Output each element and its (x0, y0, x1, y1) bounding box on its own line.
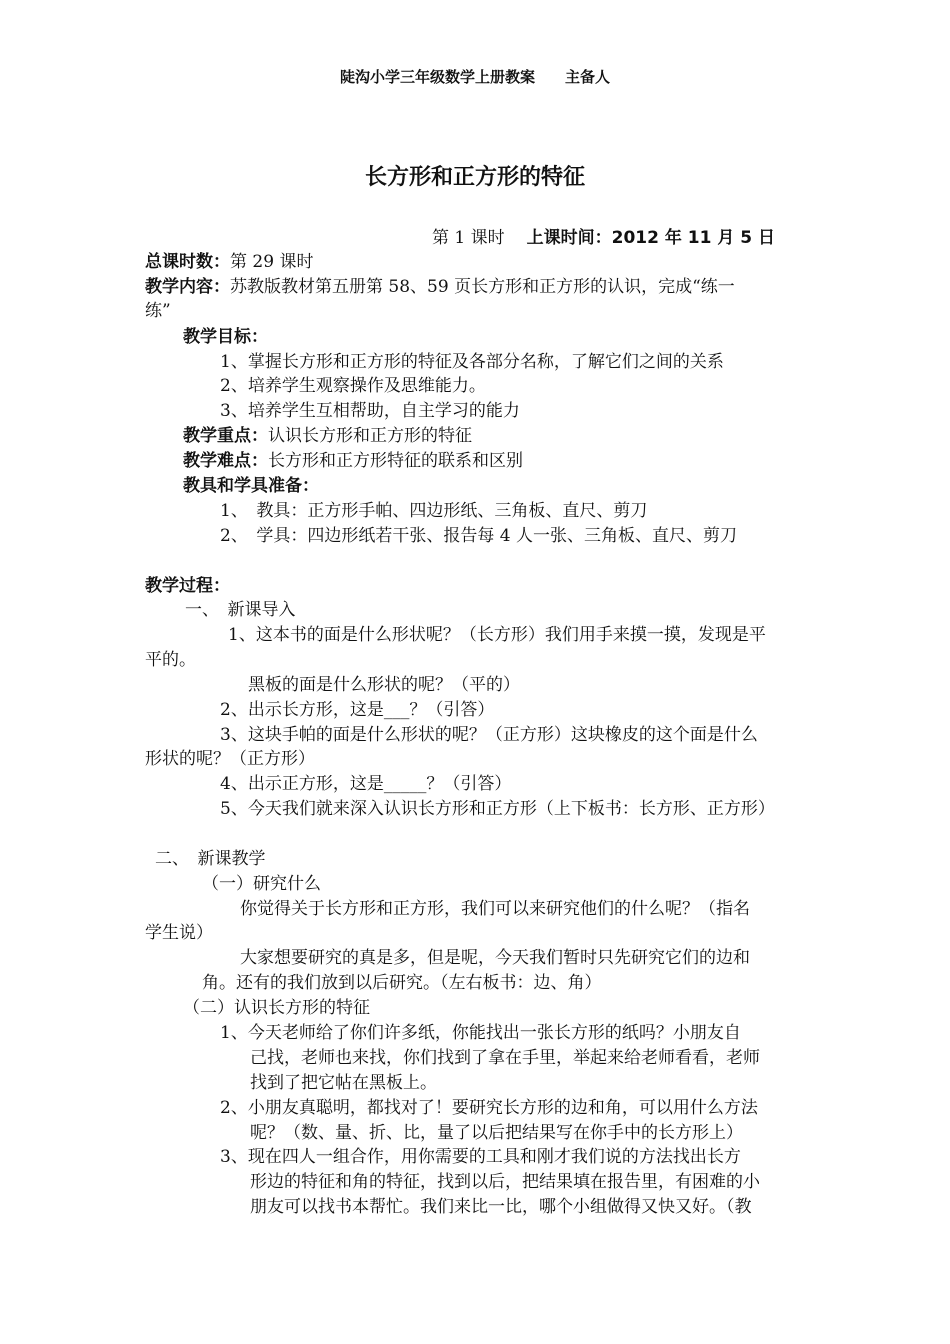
content-value: 苏教版教材第五册第 58、59 页长方形和正方形的认识，完成“练一 (230, 277, 735, 297)
preparer-label: 主备人 (565, 68, 611, 86)
paragraph: 3、现在四人一组合作，用你需要的工具和刚才我们说的方法找出长方 (220, 1147, 741, 1167)
section-heading: 一、 新课导入 (185, 600, 296, 620)
paragraph-cont: 形状的呢？（正方形） (145, 749, 315, 769)
focus-label: 教学重点： (183, 426, 268, 446)
content-label: 教学内容： (145, 277, 230, 297)
section-heading: 二、 新课教学 (155, 849, 266, 869)
paragraph-cont: 己找，老师也来找，你们找到了拿在手里，举起来给老师看看，老师 (250, 1048, 760, 1068)
paragraph: 你觉得关于长方形和正方形，我们可以来研究他们的什么呢？（指名 (240, 899, 750, 919)
teaching-content-cont: 练” (145, 301, 171, 321)
total-value: 第 29 课时 (230, 252, 314, 272)
paragraph: 3、这块手帕的面是什么形状的呢？（正方形）这块橡皮的这个面是什么 (220, 725, 758, 745)
paragraph-cont: 朋友可以找书本帮忙。我们来比一比，哪个小组做得又快又好。（教 (250, 1197, 752, 1217)
paragraph-cont: 呢？（数、量、折、比，量了以后把结果写在你手中的长方形上） (250, 1123, 743, 1143)
goal-item: 3、培养学生互相帮助，自主学习的能力 (220, 401, 520, 421)
school-name: 陡沟小学三年级数学上册教案 (339, 68, 535, 86)
total-label: 总课时数： (145, 252, 230, 272)
paragraph: 1、今天老师给了你们许多纸，你能找出一张长方形的纸吗？小朋友自 (220, 1023, 741, 1043)
lesson-date: 上课时间：2012 年 11 月 5 日 (526, 228, 776, 248)
total-periods (145, 250, 810, 274)
difficulty-value: 长方形和正方形特征的联系和区别 (268, 451, 523, 471)
lesson-period: 第 1 课时 (432, 228, 505, 248)
paragraph: 4、出示正方形，这是_____？（引答） (220, 774, 512, 794)
teaching-difficulty (183, 449, 848, 473)
teaching-focus (183, 424, 848, 448)
goal-item: 1、掌握长方形和正方形的特征及各部分名称，了解它们之间的关系 (220, 352, 724, 372)
page-header (0, 66, 950, 87)
paragraph: 2、小朋友真聪明，都找对了！要研究长方形的边和角，可以用什么方法 (220, 1098, 758, 1118)
paragraph-cont: 平的。 (145, 650, 196, 670)
teaching-content (145, 275, 810, 299)
paragraph: 大家想要研究的真是多，但是呢，今天我们暂时只先研究它们的边和 (240, 948, 750, 968)
process-label: 教学过程： (145, 576, 230, 596)
focus-value: 认识长方形和正方形的特征 (268, 426, 472, 446)
paragraph: 黑板的面是什么形状的呢？（平的） (248, 675, 520, 695)
subsection-heading: （二）认识长方形的特征 (183, 998, 370, 1018)
paragraph-cont: 角。还有的我们放到以后研究。（左右板书：边、角） (202, 973, 602, 993)
paragraph: 2、出示长方形，这是___？（引答） (220, 700, 495, 720)
paragraph-cont: 形边的特征和角的特征，找到以后，把结果填在报告里，有困难的小 (250, 1172, 760, 1192)
tool-item: 2、 学具：四边形纸若干张、报告每 4 人一张、三角板、直尺、剪刀 (220, 526, 737, 546)
tool-item: 1、 教具：正方形手帕、四边形纸、三角板、直尺、剪刀 (220, 501, 648, 521)
goals-label: 教学目标： (183, 327, 268, 347)
paragraph: 5、今天我们就来深入认识长方形和正方形（上下板书：长方形、正方形） (220, 799, 775, 819)
tools-label: 教具和学具准备： (183, 476, 319, 496)
lesson-title: 长方形和正方形的特征 (364, 165, 585, 190)
lesson-info (432, 226, 832, 250)
paragraph-cont: 学生说） (145, 923, 213, 943)
difficulty-label: 教学难点： (183, 451, 268, 471)
paragraph-cont: 找到了把它帖在黑板上。 (250, 1073, 437, 1093)
paragraph: 1、这本书的面是什么形状呢？（长方形）我们用手来摸一摸，发现是平 (228, 625, 766, 645)
subsection-heading: （一）研究什么 (202, 874, 321, 894)
goal-item: 2、培养学生观察操作及思维能力。 (220, 376, 486, 396)
